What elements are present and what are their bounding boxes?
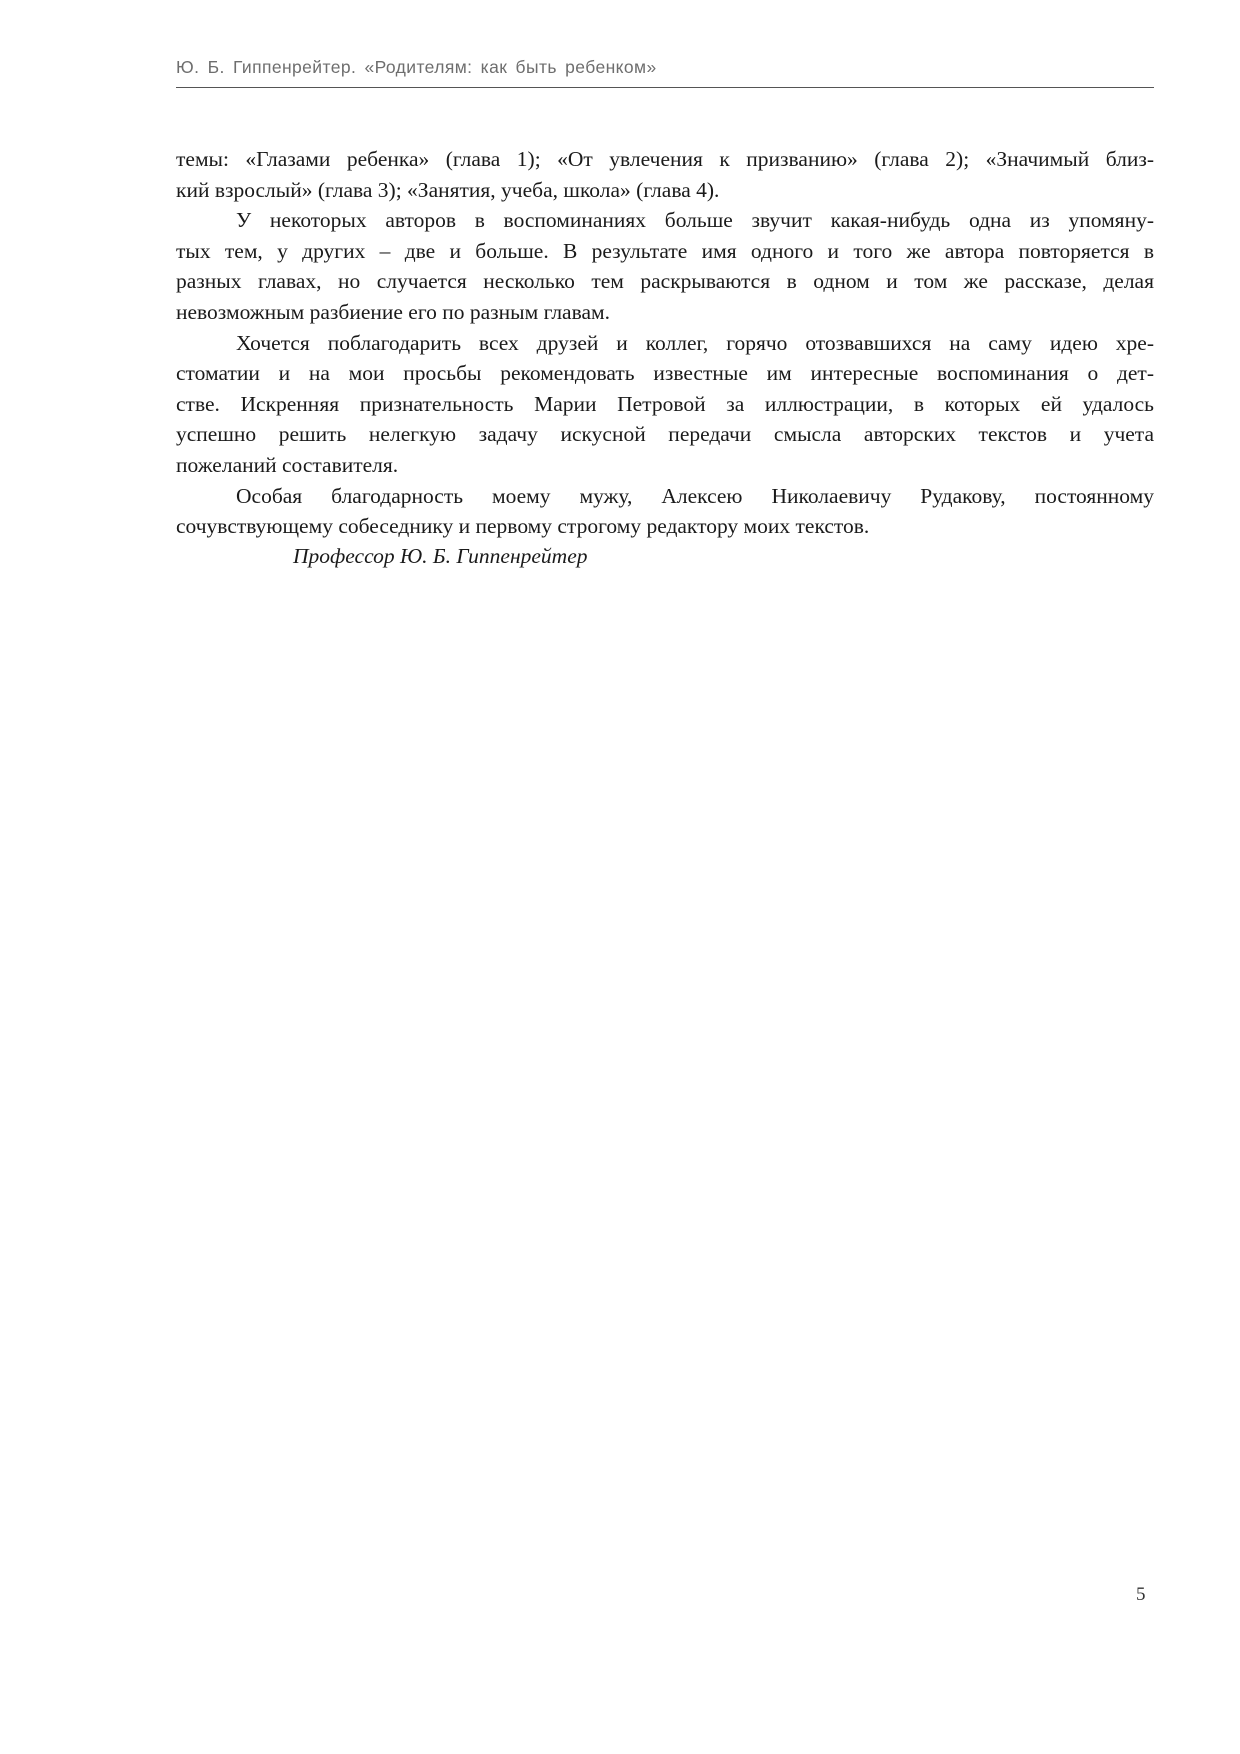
paragraph-4-line-1: Особая благодарность моему мужу, Алексею Николаевичу Рудакову, постоянному — [236, 483, 1154, 508]
paragraph-2-line-3: разных главах, но случается несколько тем раскрываются в одном и том же рассказе, делая — [176, 269, 1154, 294]
paragraph-3-line-3: стве. Искренняя признательность Марии Петровой за иллюстрации, в которых ей удалось — [176, 391, 1154, 416]
paragraph-3 — [176, 328, 1154, 481]
signature: Профессор Ю. Б. Гиппенрейтер — [293, 544, 588, 568]
paragraph-4 — [176, 481, 1154, 542]
paragraph-2-line-4: невозможным разбиение его по разным главам. — [176, 299, 610, 324]
paragraph-4-line-2: сочувствующему собеседнику и первому строгому редактору моих текстов. — [176, 514, 870, 539]
paragraph-1-line-1: темы: «Глазами ребенка» (глава 1); «От увлечения к призванию» (глава 2); «Значимый близ- — [176, 147, 1154, 171]
paragraph-1-line-2: кий взрослый» (глава 3); «Занятия, учеба, школа» (глава 4). — [176, 177, 720, 202]
paragraph-3-line-4: успешно решить нелегкую задачу искусной передачи смысла авторских текстов и учета — [176, 422, 1154, 447]
header-rule — [176, 87, 1154, 88]
paragraph-2 — [176, 205, 1154, 327]
paragraph-2-line-1: У некоторых авторов в воспоминаниях больше звучит какая-нибудь одна из упомяну- — [236, 208, 1154, 233]
running-header: Ю. Б. Гиппенрейтер. «Родителям: как быть ребенком» — [176, 57, 657, 77]
page-number: 5 — [1136, 1584, 1146, 1605]
paragraph-3-line-2: стоматии и на мои просьбы рекомендовать известные им интересные воспоминания о дет- — [176, 361, 1154, 386]
paragraph-3-line-1: Хочется поблагодарить всех друзей и коллег, горячо отозвавшихся на саму идею хре- — [236, 330, 1154, 355]
body-text — [176, 144, 1154, 542]
paragraph-3-line-5: пожеланий составителя. — [176, 452, 399, 477]
paragraph-1 — [176, 144, 1154, 205]
paragraph-2-line-2: тых тем, у других – две и больше. В результате имя одного и того же автора повторяется в — [176, 238, 1154, 263]
